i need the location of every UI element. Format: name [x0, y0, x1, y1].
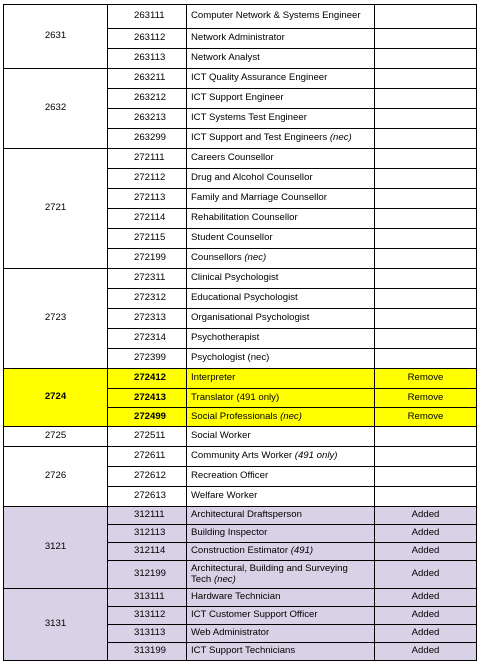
- occupation-code: 263112: [108, 29, 187, 49]
- status-cell: [375, 69, 477, 89]
- occupation-code: 312114: [108, 543, 187, 561]
- occupation-title-text: Social Worker: [191, 430, 251, 442]
- occupation-code: 272314: [108, 329, 187, 349]
- unit-group-code: 3121: [4, 507, 108, 589]
- occupation-code: 272611: [108, 447, 187, 467]
- occupation-title-text: Architectural, Building and Surveying Tech: [191, 563, 348, 585]
- unit-group-code: 2631: [4, 5, 108, 69]
- occupation-note: (nec): [244, 252, 267, 264]
- table-row: [4, 507, 477, 525]
- occupation-title: [187, 249, 375, 269]
- occupation-code: 272413: [108, 389, 187, 408]
- occupation-title: [187, 467, 375, 487]
- occupation-code: 272313: [108, 309, 187, 329]
- occupation-title: [187, 329, 375, 349]
- unit-group-code: 2724: [4, 369, 108, 427]
- status-cell: [375, 427, 477, 447]
- occupation-code: 263211: [108, 69, 187, 89]
- status-cell: Added: [375, 507, 477, 525]
- occupation-title-text: Recreation Officer: [191, 470, 269, 482]
- occupation-title: [187, 29, 375, 49]
- occupation-code: 312199: [108, 561, 187, 589]
- occupation-code: 272114: [108, 209, 187, 229]
- status-cell: [375, 467, 477, 487]
- occupation-title-text: Welfare Worker: [191, 490, 258, 502]
- occupation-title: [187, 589, 375, 607]
- occupation-code: 313111: [108, 589, 187, 607]
- table-row: [4, 269, 477, 289]
- occupation-title: [187, 289, 375, 309]
- occupation-title: [187, 643, 375, 661]
- unit-group-code: 2632: [4, 69, 108, 149]
- occupation-title: [187, 408, 375, 427]
- occupation-title-text: Hardware Technician: [191, 591, 281, 603]
- status-cell: Remove: [375, 408, 477, 427]
- table-row: [4, 447, 477, 467]
- occupation-title: [187, 543, 375, 561]
- occupation-title: [187, 309, 375, 329]
- status-cell: Added: [375, 625, 477, 643]
- occupation-code: 272499: [108, 408, 187, 427]
- status-cell: [375, 229, 477, 249]
- status-cell: Added: [375, 543, 477, 561]
- occupation-title-text: Social Professionals: [191, 410, 281, 422]
- table-row: [4, 369, 477, 389]
- occupation-note: (nec): [213, 573, 236, 585]
- status-cell: [375, 169, 477, 189]
- table-row: [4, 589, 477, 607]
- status-cell: Added: [375, 525, 477, 543]
- status-cell: [375, 289, 477, 309]
- status-cell: Added: [375, 589, 477, 607]
- occupation-title-text: Educational Psychologist: [191, 292, 298, 304]
- occupation-title-text: Counsellors: [191, 252, 245, 264]
- occupation-code: 272511: [108, 427, 187, 447]
- occupation-code: 272312: [108, 289, 187, 309]
- unit-group-code: 2723: [4, 269, 108, 369]
- status-cell: Added: [375, 561, 477, 589]
- status-cell: [375, 447, 477, 467]
- occupation-title-text: ICT Support Technicians: [191, 645, 296, 657]
- occupation-title: [187, 561, 375, 589]
- occupation-title-text: Translator (491 only): [191, 391, 280, 403]
- occupation-table: [3, 4, 477, 661]
- occupation-title-text: Psychologist (nec): [191, 352, 270, 364]
- occupation-title-text: Building Inspector: [191, 527, 268, 539]
- occupation-code: 263111: [108, 5, 187, 29]
- occupation-title-text: Architectural Draftsperson: [191, 509, 302, 521]
- occupation-title-text: Student Counsellor: [191, 232, 273, 244]
- occupation-title-text: ICT Support Engineer: [191, 92, 284, 104]
- status-cell: Remove: [375, 389, 477, 408]
- status-cell: [375, 89, 477, 109]
- occupation-code: 272399: [108, 349, 187, 369]
- occupation-note: (nec): [280, 410, 302, 422]
- status-cell: [375, 49, 477, 69]
- occupation-note: (nec): [329, 132, 352, 144]
- status-cell: [375, 349, 477, 369]
- occupation-title: [187, 129, 375, 149]
- occupation-code: 313112: [108, 607, 187, 625]
- occupation-title: [187, 229, 375, 249]
- occupation-title: [187, 507, 375, 525]
- table-row: [4, 5, 477, 29]
- occupation-title-text: Clinical Psychologist: [191, 272, 279, 284]
- status-cell: [375, 269, 477, 289]
- table-row: [4, 149, 477, 169]
- occupation-code: 263212: [108, 89, 187, 109]
- occupation-title-text: Drug and Alcohol Counsellor: [191, 172, 313, 184]
- occupation-title: [187, 427, 375, 447]
- occupation-title: [187, 169, 375, 189]
- status-cell: [375, 129, 477, 149]
- occupation-title: [187, 5, 375, 29]
- occupation-code: 272613: [108, 487, 187, 507]
- occupation-code: 263299: [108, 129, 187, 149]
- occupation-title: [187, 525, 375, 543]
- occupation-code: 272412: [108, 369, 187, 389]
- occupation-title: [187, 189, 375, 209]
- status-cell: Remove: [375, 369, 477, 389]
- occupation-code: 272311: [108, 269, 187, 289]
- unit-group-code: 2725: [4, 427, 108, 447]
- status-cell: [375, 249, 477, 269]
- occupation-title-text: Psychotherapist: [191, 332, 260, 344]
- unit-group-code: 2726: [4, 447, 108, 507]
- occupation-title-text: ICT Systems Test Engineer: [191, 112, 307, 124]
- occupation-title-text: Interpreter: [191, 372, 236, 384]
- status-cell: [375, 189, 477, 209]
- status-cell: [375, 5, 477, 29]
- occupation-title: [187, 69, 375, 89]
- occupation-title: [187, 625, 375, 643]
- occupation-title-text: ICT Support and Test Engineers: [191, 132, 330, 144]
- status-cell: [375, 329, 477, 349]
- unit-group-code: 3131: [4, 589, 108, 661]
- occupation-title-text: Organisational Psychologist: [191, 312, 310, 324]
- occupation-title-text: Community Arts Worker: [191, 450, 295, 462]
- unit-group-code: 2721: [4, 149, 108, 269]
- status-cell: [375, 487, 477, 507]
- occupation-title: [187, 209, 375, 229]
- occupation-code: 263113: [108, 49, 187, 69]
- status-cell: [375, 209, 477, 229]
- occupation-title-text: ICT Quality Assurance Engineer: [191, 72, 328, 84]
- occupation-title-text: Family and Marriage Counsellor: [191, 192, 327, 204]
- occupation-code: 313113: [108, 625, 187, 643]
- occupation-title: [187, 487, 375, 507]
- table-row: [4, 427, 477, 447]
- occupation-title: [187, 149, 375, 169]
- occupation-title-text: Network Administrator: [191, 32, 285, 44]
- occupation-code: 272113: [108, 189, 187, 209]
- occupation-title-text: Rehabilitation Counsellor: [191, 212, 298, 224]
- status-cell: [375, 149, 477, 169]
- occupation-title-text: Careers Counsellor: [191, 152, 274, 164]
- status-cell: [375, 309, 477, 329]
- table-row: [4, 69, 477, 89]
- occupation-code: 272111: [108, 149, 187, 169]
- occupation-title-text: Computer Network & Systems Engineer: [191, 10, 361, 22]
- occupation-title-text: Web Administrator: [191, 627, 270, 639]
- occupation-title: [187, 349, 375, 369]
- occupation-title-text: Construction Estimator: [191, 545, 291, 557]
- status-cell: Added: [375, 607, 477, 625]
- occupation-title: [187, 89, 375, 109]
- occupation-code: 272115: [108, 229, 187, 249]
- occupation-note: (491 only): [294, 450, 338, 462]
- occupation-title: [187, 447, 375, 467]
- occupation-title: [187, 389, 375, 408]
- occupation-code: 272199: [108, 249, 187, 269]
- status-cell: [375, 29, 477, 49]
- occupation-code: 272612: [108, 467, 187, 487]
- occupation-code: 312113: [108, 525, 187, 543]
- occupation-code: 272112: [108, 169, 187, 189]
- occupation-title: [187, 369, 375, 389]
- occupation-code: 313199: [108, 643, 187, 661]
- occupation-note: (491): [290, 545, 314, 557]
- status-cell: [375, 109, 477, 129]
- occupation-title: [187, 109, 375, 129]
- status-cell: Added: [375, 643, 477, 661]
- occupation-code: 263213: [108, 109, 187, 129]
- occupation-title: [187, 607, 375, 625]
- occupation-title: [187, 49, 375, 69]
- occupation-title: [187, 269, 375, 289]
- occupation-title-text: Network Analyst: [191, 52, 260, 64]
- occupation-title-text: ICT Customer Support Officer: [191, 609, 318, 621]
- occupation-code: 312111: [108, 507, 187, 525]
